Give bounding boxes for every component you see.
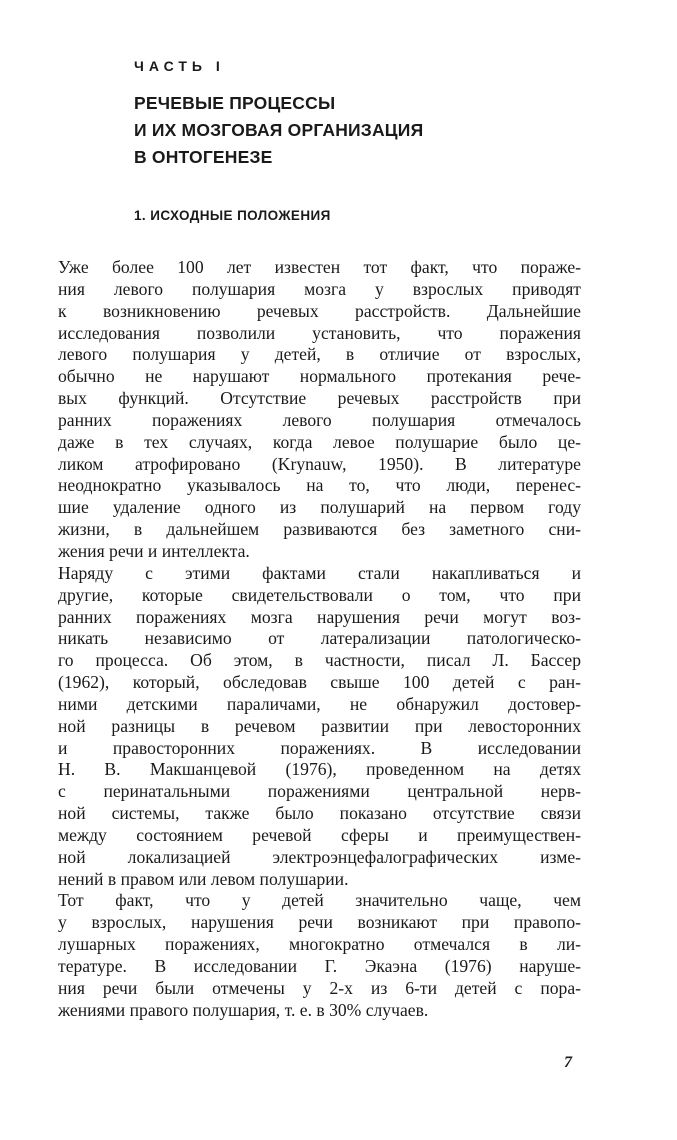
paragraph-line: даже в тех случаях, когда левое полушарие было це- <box>58 431 581 452</box>
paragraph-line: ранних поражениях мозга нарушения речи могут воз- <box>58 606 581 627</box>
paragraph-line: у взрослых, нарушения речи возникают при правопо- <box>58 912 581 933</box>
paragraph-line: Уже более 100 лет известен тот факт, что пораже- <box>58 257 581 277</box>
paragraph-line: ной разницы в речевом развитии при левосторонних <box>58 715 581 736</box>
paragraph-line: ния речи были отмечены у 2-х из 6-ти детей с пора- <box>58 977 581 998</box>
paragraph-line: с перинатальными поражениями центральной нерв- <box>58 781 581 802</box>
paragraph-line: лушарных поражениях, многократно отмечался в ли- <box>58 934 581 955</box>
body-text <box>58 257 581 1022</box>
paragraph-line: никать независимо от латерализации патологическо- <box>58 628 581 649</box>
part-title-line: И ИХ МОЗГОВАЯ ОРГАНИЗАЦИЯ <box>134 120 424 140</box>
paragraph-line: обычно не нарушают нормального протекания рече- <box>58 366 581 387</box>
paragraph-line: Тот факт, что у детей значительно чаще, чем <box>58 890 581 911</box>
page-number: 7 <box>564 1054 572 1071</box>
paragraph-line: между состоянием речевой сферы и преимуществен- <box>58 824 581 845</box>
part-title-line: РЕЧЕВЫЕ ПРОЦЕССЫ <box>134 93 336 113</box>
paragraph-line: нений в правом или левом полушарии. <box>58 868 349 889</box>
paragraph-line: ранних поражениях левого полушария отмечалось <box>58 409 581 430</box>
paragraph-line: (1962), который, обследовав свыше 100 детей с ран- <box>58 672 581 693</box>
paragraph <box>58 563 581 891</box>
paragraph-line: жениями правого полушария, т. е. в 30% случаев. <box>58 999 429 1020</box>
paragraph-line: го процесса. Об этом, в частности, писал Л. Бассер <box>58 650 581 671</box>
paragraph-line: неоднократно указывалось на то, что люди, перенес- <box>58 475 581 496</box>
paragraph <box>58 257 581 563</box>
paragraph-line: другие, которые свидетельствовали о том, что при <box>58 584 581 605</box>
paragraph-line: ной локализацией электроэнцефалографических изме- <box>58 846 581 867</box>
paragraph-line: исследования позволили установить, что поражения <box>58 322 581 343</box>
paragraph-line: к возникновению речевых расстройств. Дальнейшие <box>58 300 581 321</box>
paragraph-line: левого полушария у детей, в отличие от взрослых, <box>58 344 581 365</box>
part-title <box>134 90 423 171</box>
section-heading: 1. ИСХОДНЫЕ ПОЛОЖЕНИЯ <box>134 208 331 223</box>
paragraph-line: ними детскими параличами, не обнаружил достовер- <box>58 693 581 714</box>
paragraph-line: Н. В. Макшанцевой (1976), проведенном на детях <box>58 759 581 780</box>
paragraph-line: вых функций. Отсутствие речевых расстройств при <box>58 388 581 409</box>
paragraph-line: ной системы, также было показано отсутствие связи <box>58 803 581 824</box>
paragraph-line: жизни, в дальнейшем развиваются без заметного сни- <box>58 519 581 540</box>
paragraph-line: Наряду с этими фактами стали накапливаться и <box>58 562 581 583</box>
paragraph-line: ликом атрофировано (Krynauw, 1950). В литературе <box>58 453 581 474</box>
paragraph-line: тературе. В исследовании Г. Экаэна (1976) наруше- <box>58 956 581 976</box>
paragraph-line: шие удаление одного из полушарий на первом году <box>58 497 581 518</box>
part-title-line: В ОНТОГЕНЕЗЕ <box>134 147 273 167</box>
paragraph-line: жения речи и интеллекта. <box>58 540 250 561</box>
paragraph <box>58 890 581 1021</box>
paragraph-line: и правосторонних поражениях. В исследовании <box>58 737 581 758</box>
part-label: ЧАСТЬ I <box>134 58 225 74</box>
paragraph-line: ния левого полушария мозга у взрослых приводят <box>58 278 581 299</box>
